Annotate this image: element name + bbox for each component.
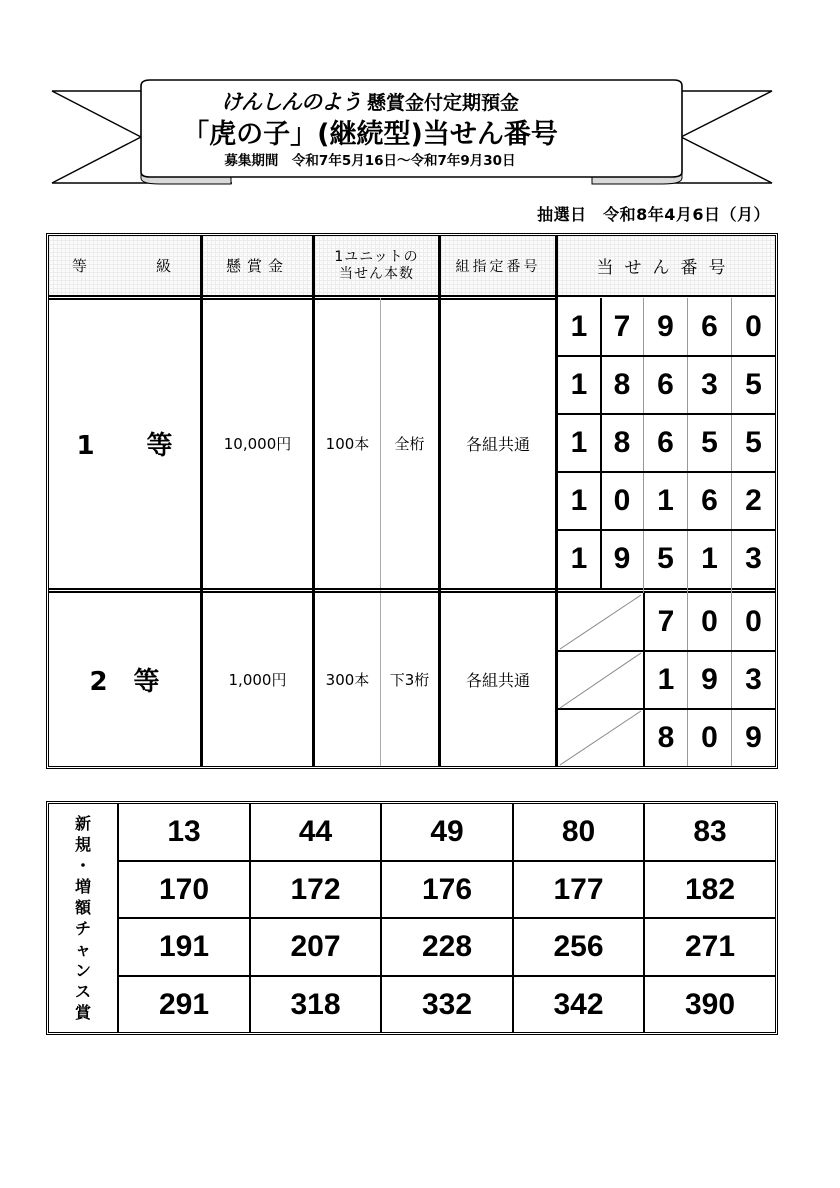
chance-number: 256 bbox=[553, 930, 604, 963]
first-prize-digit: 5 bbox=[657, 542, 674, 575]
first-prize-digit: 6 bbox=[657, 368, 674, 401]
chance-number: 176 bbox=[421, 872, 473, 906]
grade-1st: 1 等 bbox=[76, 430, 173, 461]
page-title: 「虎の子」(継続型)当せん番号 bbox=[182, 119, 558, 150]
group-rule-2nd: 各組共通 bbox=[465, 671, 530, 690]
unit-count-1st: 100本 bbox=[325, 434, 370, 453]
chance-number: 390 bbox=[684, 987, 736, 1021]
chance-number: 318 bbox=[290, 987, 341, 1021]
header-unit-count bbox=[315, 236, 438, 295]
label-char: 新 bbox=[74, 814, 91, 833]
chance-number: 49 bbox=[430, 815, 464, 848]
first-prize-digit: 5 bbox=[745, 426, 762, 459]
first-prize-digit: 5 bbox=[745, 368, 762, 401]
label-char: ス bbox=[74, 982, 91, 1001]
second-prize-digit: 0 bbox=[701, 604, 718, 638]
label-char: 増 bbox=[74, 877, 91, 896]
label-char: ・ bbox=[74, 856, 91, 875]
label-char: チ bbox=[74, 919, 91, 938]
first-prize-digit: 0 bbox=[613, 484, 631, 517]
prize-amount-2nd: 1,000円 bbox=[228, 671, 287, 689]
chance-number: 177 bbox=[553, 872, 604, 906]
recruitment-period: 募集期間 令和7年5月16日～令和7年9月30日 bbox=[224, 153, 516, 169]
first-prize-digit: 6 bbox=[701, 310, 718, 343]
brand-logo: けんしんのよう bbox=[220, 90, 361, 114]
first-prize-digit: 6 bbox=[701, 484, 718, 517]
first-prize-digit: 9 bbox=[657, 310, 674, 343]
unit-count-2nd: 300本 bbox=[325, 671, 370, 689]
first-prize-digit: 1 bbox=[570, 426, 588, 459]
label-char: 規 bbox=[74, 835, 91, 854]
label-char: ン bbox=[74, 961, 91, 980]
first-prize-digit: 3 bbox=[745, 542, 762, 575]
prize-amount-1st: 10,000円 bbox=[223, 434, 292, 453]
chance-number: 172 bbox=[290, 872, 341, 906]
chance-prize-table bbox=[46, 801, 778, 1035]
digit-rule-2nd: 下3桁 bbox=[389, 671, 430, 689]
chance-number: 291 bbox=[158, 987, 210, 1021]
second-prize-digit: 7 bbox=[657, 604, 675, 638]
second-prize-digit: 0 bbox=[701, 720, 718, 754]
chance-number: 228 bbox=[421, 930, 473, 963]
first-prize-digit: 0 bbox=[745, 310, 762, 343]
title-banner bbox=[0, 0, 840, 200]
first-prize-digit: 1 bbox=[570, 542, 588, 575]
second-prize-digit: 9 bbox=[745, 720, 762, 754]
first-prize-digit: 9 bbox=[613, 542, 631, 575]
second-prize-digit: 0 bbox=[745, 604, 762, 638]
first-prize-digit: 8 bbox=[613, 426, 631, 459]
first-prize-digit: 1 bbox=[701, 542, 718, 575]
first-prize-digit: 8 bbox=[613, 368, 631, 401]
first-prize-digit: 1 bbox=[570, 484, 588, 517]
chance-number: 80 bbox=[561, 815, 596, 848]
first-prize-digit: 6 bbox=[657, 426, 674, 459]
first-prize-digit: 1 bbox=[657, 484, 674, 517]
first-prize-digit: 2 bbox=[745, 484, 762, 517]
header-unit-count-line2: 当せん本数 bbox=[339, 265, 414, 282]
group-rule-1st: 各組共通 bbox=[465, 434, 530, 454]
chance-number: 13 bbox=[167, 815, 201, 848]
label-char: 額 bbox=[74, 898, 91, 917]
chance-number: 182 bbox=[684, 872, 736, 906]
first-prize-digit: 1 bbox=[570, 368, 588, 401]
second-prize-digit: 3 bbox=[745, 662, 762, 696]
label-char: ャ bbox=[74, 940, 91, 959]
chance-number: 170 bbox=[158, 872, 210, 906]
chance-number: 342 bbox=[553, 987, 604, 1021]
first-prize-digit: 5 bbox=[701, 426, 718, 459]
chance-number: 271 bbox=[684, 930, 736, 963]
second-prize-digit: 8 bbox=[657, 720, 675, 754]
second-prize-digit: 1 bbox=[657, 662, 675, 696]
draw-date: 抽選日 令和8年4月6日（月） bbox=[537, 205, 770, 224]
chance-number: 83 bbox=[693, 815, 727, 848]
chance-number: 207 bbox=[290, 930, 341, 963]
digit-rule-1st: 全桁 bbox=[394, 434, 425, 453]
label-char: 賞 bbox=[74, 1003, 91, 1022]
chance-number: 44 bbox=[298, 815, 333, 848]
first-prize-digit: 3 bbox=[701, 368, 718, 401]
header-group-number: 組指定番号 bbox=[441, 236, 555, 295]
header-winning-numbers: 当せん番号 bbox=[558, 236, 775, 295]
not-applicable-slash-marks bbox=[558, 593, 643, 766]
chance-number: 191 bbox=[158, 930, 210, 963]
header-prize: 懸賞金 bbox=[203, 236, 312, 295]
second-prize-digit: 9 bbox=[701, 662, 718, 696]
first-prize-digit: 7 bbox=[613, 310, 631, 343]
chance-prize-label bbox=[49, 804, 117, 1032]
first-prize-digit: 1 bbox=[570, 310, 588, 343]
header-grade: 等 級 bbox=[49, 236, 200, 295]
header-unit-count-line1: 1ユニットの bbox=[334, 248, 419, 265]
grade-2nd: 2 等 bbox=[89, 667, 160, 697]
chance-number: 332 bbox=[421, 987, 473, 1021]
product-name: 懸賞金付定期預金 bbox=[366, 92, 519, 114]
winning-numbers-table bbox=[46, 233, 778, 769]
